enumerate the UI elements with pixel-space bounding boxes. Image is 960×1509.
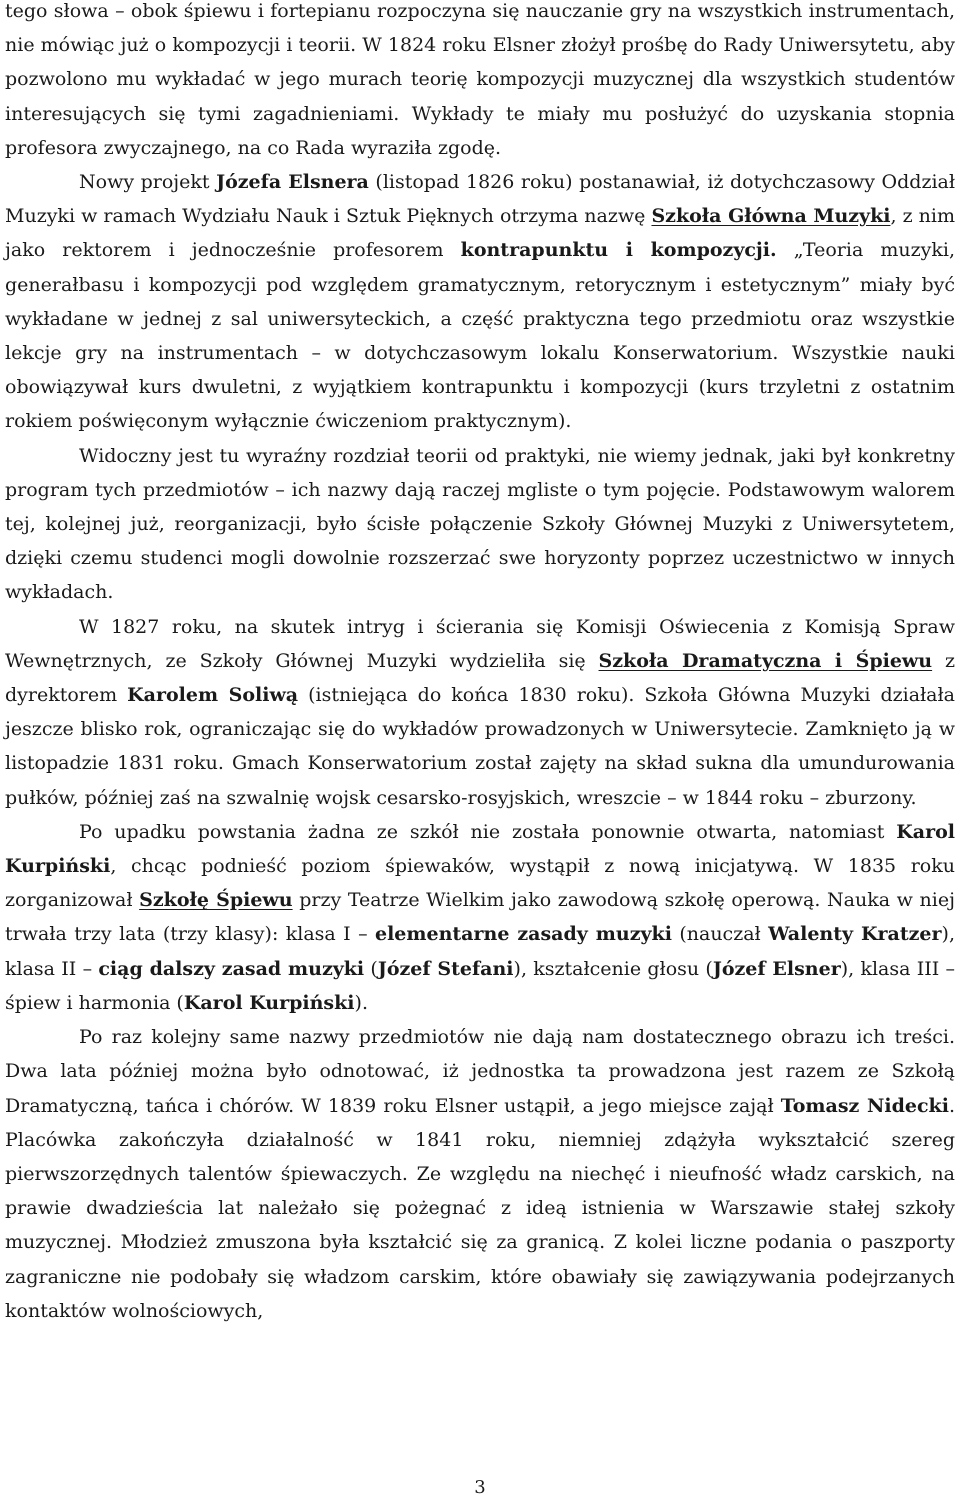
bold-text: Karol Kurpiński	[5, 820, 955, 878]
text-run: Po upadku powstania żadna ze szkół nie została ponownie otwarta, natomiast	[79, 820, 897, 843]
bold-text: ciąg dalszy zasad muzyki	[98, 957, 365, 980]
paragraph	[5, 610, 955, 815]
text-run: , z nim jako rektorem i jednocześnie profesorem	[5, 205, 955, 262]
bold-underlined-text: Szkoła Główna Muzyki	[651, 205, 891, 228]
paragraph	[5, 1020, 955, 1328]
text-run: tego słowa – obok śpiewu i fortepianu rozpoczyna się nauczanie gry na wszystkich instrumentach, nie mówiąc już o kompozycji i teorii. W 1824 roku Elsner złożył prośbę do Rady Uniwersytetu, aby pozwolono mu wykładać w jego murach teorię kompozycji muzycznej dla wszystkich studentów interesujących się tymi zagadnieniami. Wykłady te miały mu posłużyć do uzyskania stopnia profesora zwyczajnego, na co Rada wyraziła zgodę.	[5, 0, 955, 159]
text-run: , chcąc podnieść poziom śpiewaków, wystąpił z nową inicjatywą. W 1835 roku zorganizował	[5, 855, 955, 912]
bold-underlined-text: Szkoła Dramatyczna i Śpiewu	[598, 649, 933, 672]
text-run: ), kształcenie głosu (	[513, 957, 713, 980]
text-run: (istniejąca do końca 1830 roku). Szkoła Główna Muzyki działała jeszcze blisko rok, ograniczając się do wykładów prowadzonych w Uniwersytecie. Zamknięto ją w listopadzie 1831 roku. Gmach Konserwatorium został zajęty na skład sukna dla umundurowania pułków, później zaś na szwalnię wojsk cesarsko-rosyjskich, wreszcie – w 1844 roku – zburzony.	[5, 684, 955, 809]
page-number: 3	[474, 1477, 486, 1498]
bold-text: Walenty Kratzer	[768, 923, 942, 946]
text-run: W 1827 roku, na skutek intryg i ścierania się Komisji Oświecenia z Komisją Spraw Wewnętrznych, ze Szkoły Głównej Muzyki wydzieliła się	[5, 615, 955, 672]
text-run: (listopad 1826 roku) postanawiał, iż dotychczasowy Oddział Muzyki w ramach Wydziału Nauk i Sztuk Pięknych otrzyma nazwę	[5, 171, 956, 228]
paragraph	[5, 815, 955, 1020]
text-run: ), klasa III – śpiew i harmonia (	[5, 957, 956, 1014]
paragraph	[5, 0, 955, 165]
paragraph	[5, 165, 955, 439]
text-run: (nauczał	[671, 923, 769, 946]
text-run: (	[364, 957, 378, 980]
text-run: Widoczny jest tu wyraźny rozdział teorii od praktyki, nie wiemy jednak, jaki był konkretny program tych przedmiotów – ich nazwy dają raczej mgliste o tym pojęcie. Podstawowym walorem tej, kolejnej już, reorganizacji, było ścisłe połączenie Szkoły Głównej Muzyki z Uniwersytetem, dzięki czemu studenci mogli dowolnie rozszerzać swe horyzonty poprzez uczestnictwo w innych wykładach.	[5, 444, 955, 604]
bold-text: elementarne zasady muzyki	[375, 923, 672, 946]
bold-text: Józefa Elsnera	[216, 171, 369, 194]
body-text	[5, 0, 955, 1328]
text-run: ), klasa II –	[5, 923, 955, 980]
bold-text: Karol Kurpiński	[183, 991, 355, 1014]
bold-text: Tomasz Nidecki	[780, 1094, 949, 1117]
bold-text: Karolem Soliwą	[127, 684, 299, 707]
text-run: Nowy projekt	[79, 171, 217, 194]
text-run: „Teoria muzyki, generałbasu i kompozycji pod względem gramatycznym, retorycznym i estetycznym” miały być wykładane w jednej z sal uniwersyteckich, a część praktyczna tego przedmiotu oraz wszystkie lekcje gry na instrumentach – w dotychczasowym lokalu Konserwatorium. Wszystkie nauki obowiązywał kurs dwuletni, z wyjątkiem kontrapunktu i kompozycji (kurs trzyletni z ostatnim rokiem poświęconym wyłącznie ćwiczeniom praktycznym).	[5, 239, 955, 433]
text-run: ).	[354, 991, 368, 1014]
text-run: Po raz kolejny same nazwy przedmiotów nie dają nam dostatecznego obrazu ich treści. Dwa lata później można było odnotować, iż jednostka ta prowadzona jest razem ze Szkołą Dramatyczną, tańca i chórów. W 1839 roku Elsner ustąpił, a jego miejsce zajął	[5, 1026, 955, 1117]
text-run: z dyrektorem	[5, 649, 955, 707]
text-run: . Placówka zakończyła działalność w 1841 roku, niemniej zdążyła wykształcić szereg pierwszorzędnych talentów śpiewaczych. Ze względu na niechęć i nieufność władz carskich, na prawie dwadzieścia lat należało się pożegnać z ideą istnienia w Warszawie stałej szkoły muzycznej. Młodzież zmuszona była kształcić się za granicą. Z kolei liczne podania o paszporty zagraniczne nie podobały się władzom carskim, które obawiały się zawiązywania podejrzanych kontaktów wolnościowych,	[5, 1094, 955, 1322]
bold-text: Józef Elsner	[712, 957, 841, 980]
text-run: przy Teatrze Wielkim jako zawodową szkołę operową. Nauka w niej trwała trzy lata (trzy klasy): klasa I –	[5, 889, 955, 946]
paragraph	[5, 439, 955, 610]
bold-text: Józef Stefani	[377, 957, 514, 980]
bold-text: kontrapunktu i kompozycji.	[460, 239, 777, 262]
bold-underlined-text: Szkołę Śpiewu	[139, 889, 293, 912]
